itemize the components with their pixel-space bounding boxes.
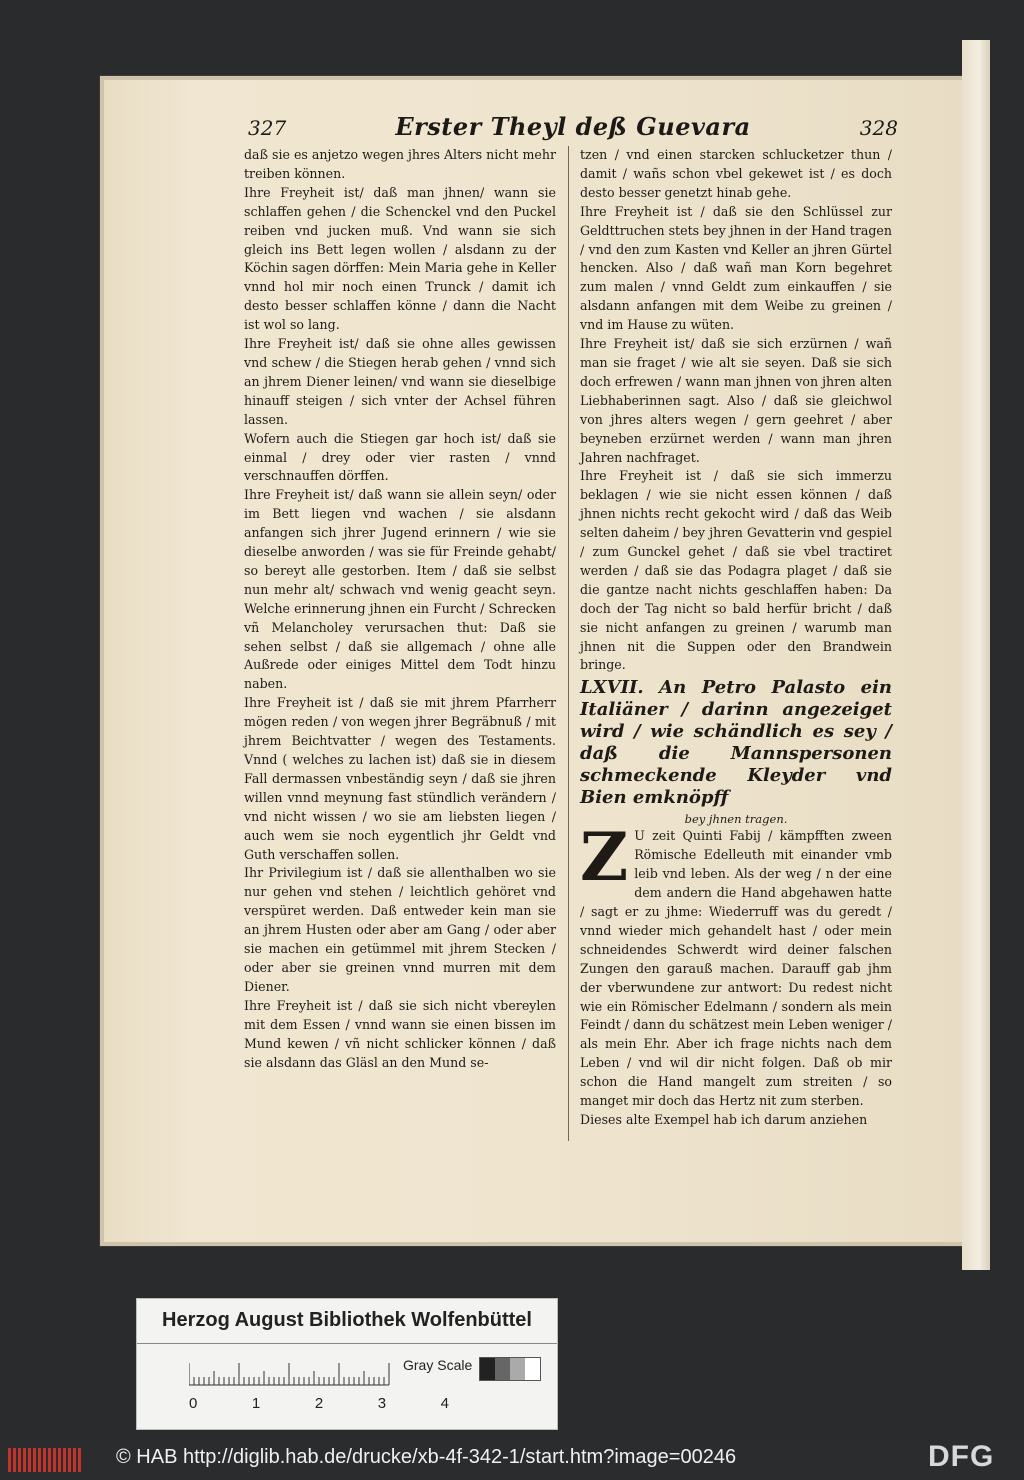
paragraph: Ihre Freyheit ist/ daß wann sie allein seyn/ oder im Bett liegen vnd wachen / sie alsdann anfangen sich jhrer Jugend erinnern / wie sie dieselbe anworden / was sie für Freinde gehabt/ so bereyt alle gestorben. Item / daß sie selbst nun mehr alt/ schwach vnd wenig geacht seyn. Welche erinnerung jhnen ein Furcht / Schrecken vñ Melancholey verursachen thut: Daß sie sehen selbst / daß sie allgemach / ohne alle Außrede oder einiges Mittel dem Todt hinzu naben. [244, 487, 556, 692]
paragraph: Wofern auch die Stiegen gar hoch ist/ daß sie einmal / drey oder vier rasten / vnnd verschnauffen dörffen. [244, 430, 556, 484]
facing-page-edge [962, 40, 990, 1270]
tick-number: 2 [314, 1395, 324, 1412]
library-title: Herzog August Bibliothek Wolfenbüttel [162, 1309, 532, 1331]
ruler-scale [189, 1357, 529, 1387]
right-text-column [580, 146, 892, 1130]
paragraph: Ihr Privilegium ist / daß sie allenthalben wo sie nur gehen vnd stehen / leichtlich gehöret vnd verspüret werden. Daß entweder kein man sie an jhrem Husten oder aber am Gang / oder aber sie machen ein getümmel mit jhrem Stecken / oder aber sie greinen vnnd murren mit dem Diener. [244, 865, 556, 994]
library-color-bar [136, 1298, 558, 1430]
dfg-logo: DFG [928, 1440, 995, 1473]
paragraph: Ihre Freyheit ist/ daß sie sich erzürnen / wañ man sie fraget / wie alt sie seyen. Daß sie sich doch erfrewen / wann man jhnen von jhren alten Liebhaberinnen sagt. Also / daß sie gleichwol von jhres alters wegen / gern geehret / aber beyneben erzürnet werden / wann man jhren Jahren nachfraget. [580, 336, 892, 465]
paragraph: tzen / vnd einen starcken schlucketzer thun / damit / wañs schon vbel gekewet ist / es doch desto besser genetzt hinab gehe. [580, 147, 892, 200]
ruler-numbers [189, 1395, 449, 1412]
column-divider [568, 146, 569, 1141]
paragraph: Ihre Freyheit ist/ daß sie ohne alles gewissen vnd schew / die Stiegen herab gehen / vnnd sich an jhrem Diener leinen/ vnd wann sie dieselbige hinauff steigen / sich vnter der Achsel führen lassen. [244, 336, 556, 427]
drop-initial: Z [580, 818, 629, 897]
divider [137, 1343, 557, 1344]
gray-swatches [479, 1357, 541, 1381]
running-title: Erster Theyl deß Guevara [395, 112, 751, 141]
tick-number: 1 [251, 1395, 261, 1412]
tick-number: 3 [377, 1395, 387, 1412]
paragraph: Ihre Freyheit ist / daß sie sich immerzu beklagen / wie sie nicht essen können / daß jhnen nichts recht gekocht wird / daß das Weib selten daheim / bey jhren Gevatterin vnd gespiel / zum Gunckel gehet / daß sie vbel tractiret werden / daß sie das Podagra plaget / daß sie die gantze nacht nichts geschlaffen haben: Da doch der Tag nicht so bald herfür bricht / daß sie nicht anfangen zu greinen / warumb man jhnen nit die Suppen oder den Brandwein bringe. [580, 468, 892, 673]
paragraph: Ihre Freyheit ist / daß sie mit jhrem Pfarrherr mögen reden / von wegen jhrer Begräbnuß / mit jhrem Beichtvatter / wegen des Testaments. Vnnd ( welches zu lachen ist) daß sie in diesem Fall dermassen vnbeständig seyn / daß sie jhren willen vnnd meynung fast stündlich verändern / vnd nicht wissen / wo sie am liebsten liegen / auch wem sie noch eygentlich jhr Geldt vnd Guth verschaffen sollen. [244, 695, 556, 862]
page-header [248, 112, 898, 142]
right-page-number: 328 [859, 116, 898, 140]
chapter-text: U zeit Quinti Fabij / kämpfften zween Römische Edelleuth mit einander vmb leib vnd leben. Als der weg / n der eine dem andern die Hand abgehawen hatte / sagt er zu jhme: Wiederruff was du geredt / vnnd wieder mich gehandelt hast / oder mein schneidendes Schwerdt wird deiner falschen Zungen den garauß machen. Darauff gab jhm der vberwundene zur antwort: Du redest nicht wie ein Römischer Edelmann / sondern als mein Feindt / dann du schätzest mein Leben weniger / als mein Ehr. Aber ich frage nichts nach dem Leben / vnd wil dir nicht folgen. Daß ob mir schon die Hand mangelt zum streiten / so manget mir doch das Hertz nit zum sterben. [580, 828, 892, 1109]
chapter-heading: LXVII. An Petro Palasto ein Italiäner / darinn angezeiget wird / wie schändlich es sey / daß die Mannspersonen schmeckende Kleyder vnd Bien emknöpff [580, 677, 892, 809]
paragraph: Ihre Freyheit ist/ daß man jhnen/ wann sie schlaffen gehen / die Schenckel vnd den Puckel reiben vnd jucken muß. Vnd wann sie sich gleich ins Bett legen wollen / alsdann zu der Köchin sagen dörffen: Mein Maria gehe in Keller vnnd hol mir noch einen Trunck / damit ich desto besser schlaffen könne / dann die Nacht ist wol so lang. [244, 184, 556, 333]
chapter-subheading: bey jhnen tragen. [684, 812, 788, 827]
left-text-column [244, 146, 556, 1072]
paragraph: Ihre Freyheit ist / daß sie sich nicht vbereylen mit dem Essen / vnnd wann sie einen bissen im Mund kewen / vñ nicht schlicker können / daß sie alsdann das Gläsl an den Mund se- [244, 997, 556, 1070]
tick-number: 0 [189, 1395, 198, 1412]
paragraph: Dieses alte Exempel hab ich darum anziehen [580, 1111, 868, 1127]
paragraph: daß sie es anjetzo wegen jhres Alters nicht mehr treiben können. [244, 147, 556, 181]
barcode-icon [8, 1448, 81, 1472]
source-url[interactable]: © HAB http://diglib.hab.de/drucke/xb-4f-342-1/start.htm?image=00246 [116, 1446, 737, 1468]
left-page-number: 327 [248, 116, 287, 140]
gray-scale-label: Gray Scale [403, 1357, 473, 1373]
paragraph: Ihre Freyheit ist / daß sie den Schlüssel zur Geldttruchen stets bey jhnen in der Hand tragen / vnd den zum Kasten vnd Keller an jhren Gürtel hencken. Also / daß wañ man Korn begehret zum malen / vnnd Geldt zum einkauffen / sie alsdann anfangen mit dem Weibe zu greinen / vnd im Hause zu wüten. [580, 203, 892, 333]
tick-number: 4 [440, 1395, 449, 1412]
